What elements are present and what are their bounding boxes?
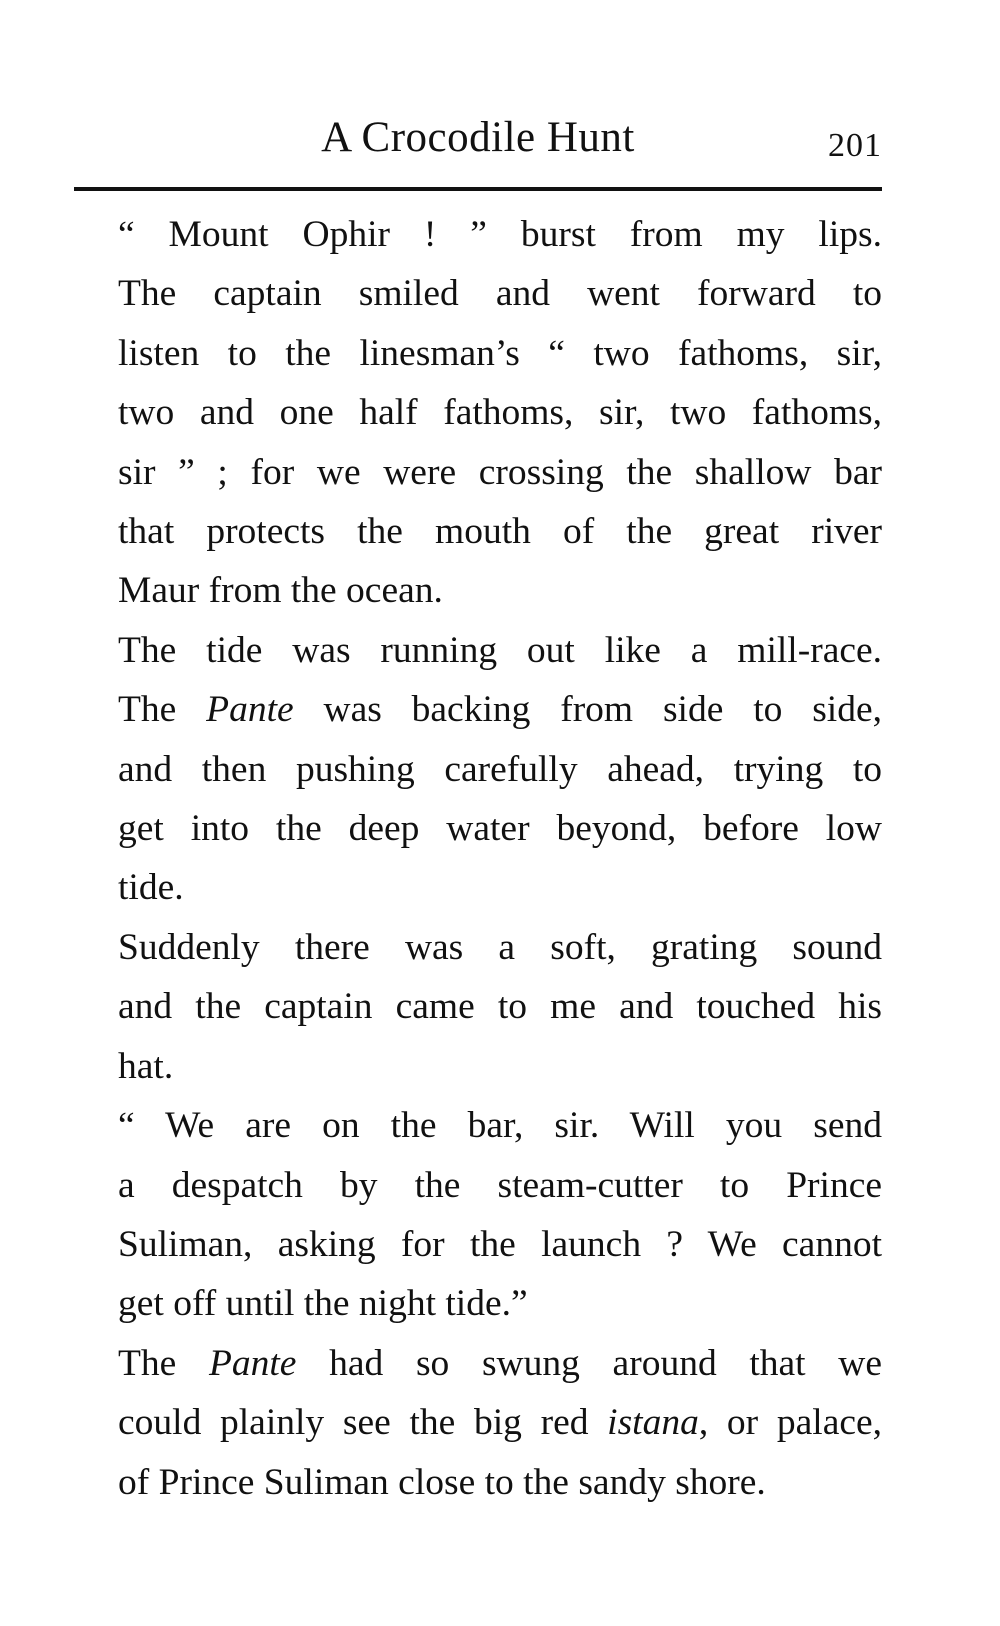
page-title: A Crocodile Hunt [321,114,635,161]
text-line: that protects the mouth of the great river [118,511,882,553]
text-line: a despatch by the steam-cutter to Prince [118,1164,882,1206]
text-line: sir ” ; for we were crossing the shallow bar [118,451,882,493]
text-segment: had so swung around that we [296,1342,882,1384]
italic-term: Pante [208,1342,297,1384]
text-line: hat. [118,1045,174,1087]
text-segment: was backing from side to side, [293,689,882,731]
text-line: two and one half fathoms, sir, two fathoms, [118,392,882,434]
text-segment: The [118,689,207,731]
italic-term: istana [607,1402,699,1444]
text-line: tide. [118,867,184,909]
paragraph [74,1334,882,1512]
text-line: “ Mount Ophir ! ” burst from my lips. [118,214,882,255]
text-line: get into the deep water beyond, before low [118,808,882,850]
text-line: The captain smiled and went forward to [118,273,882,315]
text-segment: The [118,1342,209,1384]
text-line [74,680,882,739]
text-line: and the captain came to me and touched his [118,986,882,1028]
paragraph [74,205,882,621]
text-line: “ We are on the bar, sir. Will you send [118,1105,882,1147]
text-line: The tide was running out like a mill-race. [118,629,882,671]
header-rule [74,187,882,191]
italic-term: Pante [206,689,294,731]
text-line: Suliman, asking for the launch ? We cannot [118,1223,882,1265]
paragraph [74,1096,882,1334]
paragraph [74,621,882,918]
text-line: listen to the linesman’s “ two fathoms, sir, [118,332,882,374]
text-line [74,1334,882,1393]
paragraph [74,918,882,1096]
text-line: and then pushing carefully ahead, trying to [118,748,882,790]
text-line: of Prince Suliman close to the sandy shore. [118,1461,766,1503]
page-number: 201 [828,127,882,164]
running-head [74,108,882,168]
text-segment: could plainly see the big red [118,1402,608,1444]
body-text [74,205,882,1512]
text-line: Suddenly there was a soft, grating sound [118,926,882,968]
text-line: Maur from the ocean. [118,570,443,612]
text-line [74,1393,882,1452]
text-segment: , or palace, [698,1402,882,1444]
text-line: get off until the night tide.” [118,1283,528,1325]
